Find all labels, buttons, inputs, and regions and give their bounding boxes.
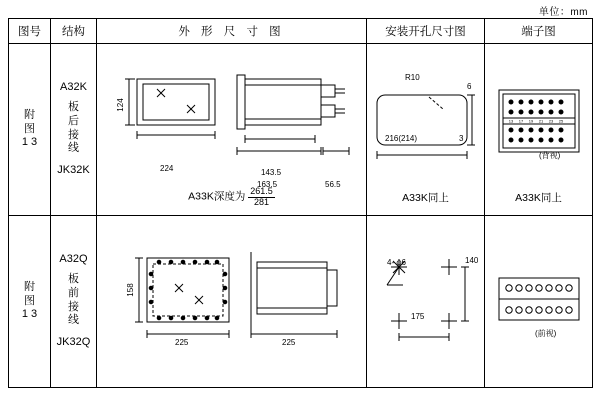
row1-outline-caption-wrap [97, 187, 366, 207]
row1-dim-565: 56.5 [325, 180, 341, 189]
row1-jiegou-l2: 后 [68, 114, 79, 127]
row1-tuhao-cell [9, 44, 51, 216]
header-terminal: 端子图 [485, 19, 593, 44]
row2-jiegou-l2: 前 [68, 286, 79, 299]
row1-mount-caption: A33K同上 [402, 192, 449, 204]
row1-mounting-drawing [367, 44, 485, 216]
svg-text:124: 124 [115, 97, 125, 112]
row1-dim-224: 224 [160, 164, 174, 173]
row1-model-top: A32K [60, 81, 87, 94]
dimension-table [8, 18, 593, 388]
svg-text:23: 23 [548, 118, 553, 123]
header-jiegou: 结构 [51, 19, 97, 44]
row1-model-bottom: JK32K [57, 164, 90, 176]
row1-dim-1635: 163.5 [257, 180, 278, 189]
row2-tuhao-line2: 图 [24, 294, 35, 307]
row2-jiegou-cell [51, 216, 97, 388]
row1-outline-caption: A33K深度为 [188, 190, 246, 203]
row2-mounting-drawing [367, 216, 485, 388]
row2-tuhao-line3: 1 3 [21, 308, 38, 321]
row2-jiegou-l4: 线 [68, 314, 79, 327]
svg-text:158: 158 [125, 282, 135, 297]
row2-tuhao-line1: 附 [24, 280, 35, 293]
row1-tuhao-line1: 附 [24, 108, 35, 121]
row2-terminal-note: (前视) [535, 329, 557, 338]
row1-terminal-note: (背视) [539, 151, 561, 160]
svg-text:13: 13 [508, 118, 513, 123]
row1-tuhao-text [9, 109, 50, 150]
row1-tuhao-line3: 1 3 [21, 136, 38, 149]
row2-mount-height: 140 [465, 256, 479, 265]
row1-jiegou-l3: 接 [68, 128, 79, 141]
row1-outline-svg [99, 65, 365, 195]
row1-mount-width: 216(214) [385, 134, 418, 143]
svg-text:17: 17 [518, 118, 523, 123]
row1-mounting-svg [369, 75, 483, 185]
row2-hole-label: 4- φ6 [387, 258, 406, 267]
row1-terminal-svg [489, 80, 589, 180]
header-tuhao: 图号 [9, 19, 51, 44]
row1-jiegou-l4: 线 [68, 142, 79, 155]
table-row [9, 44, 593, 216]
row1-depth-den: 281 [254, 196, 270, 207]
table-row [9, 216, 593, 388]
table-header-row [9, 19, 593, 44]
row2-jiegou-l1: 板 [68, 273, 79, 285]
row2-jiegou-text [51, 253, 96, 350]
row1-outline-drawing [97, 44, 367, 216]
row2-tuhao-text [9, 281, 50, 322]
row2-model-bottom: JK32Q [56, 336, 91, 348]
row2-dim-225-front: 225 [175, 338, 189, 347]
row1-jiegou-text [51, 81, 96, 178]
unit-label: 单位：mm [538, 7, 588, 18]
row1-mount-edge: 3 [459, 134, 464, 143]
row1-terminal-drawing [485, 44, 593, 216]
row2-dim-225-side: 225 [282, 338, 296, 347]
row1-dim-1435: 143.5 [261, 168, 282, 177]
row1-jiegou-cell [51, 44, 97, 216]
row1-mount-height: 6 [467, 82, 472, 91]
row1-radius-label: R10 [405, 73, 420, 82]
row2-outline-drawing [97, 216, 367, 388]
header-mounting: 安装开孔尺寸图 [367, 19, 485, 44]
row1-depth-num: 261.5 [250, 186, 273, 197]
row1-terminal-caption: A33K同上 [515, 192, 562, 204]
row2-outline-svg [99, 240, 365, 364]
row1-depth-fraction [248, 187, 275, 207]
row1-jiegou-l1: 板 [68, 101, 79, 113]
row2-jiegou-l3: 接 [68, 300, 79, 313]
row1-tuhao-line2: 图 [24, 122, 35, 135]
row2-terminal-drawing [485, 216, 593, 388]
row2-tuhao-cell [9, 216, 51, 388]
row2-mount-width: 175 [411, 312, 425, 321]
svg-text:21: 21 [538, 118, 543, 123]
header-outline: 外 形 尺 寸 图 [97, 19, 367, 44]
svg-text:25: 25 [558, 118, 563, 123]
row2-model-top: A32Q [59, 253, 88, 266]
svg-text:19: 19 [528, 118, 533, 123]
